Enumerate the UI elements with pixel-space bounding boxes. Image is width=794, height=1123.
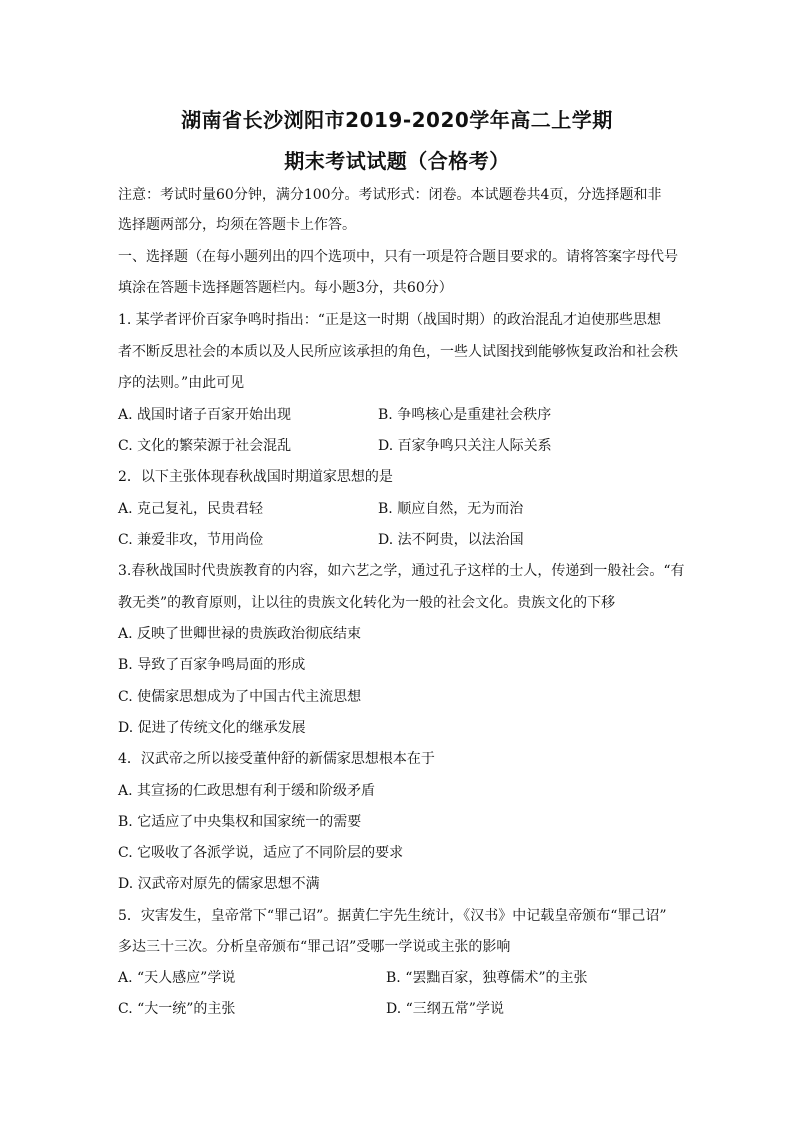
q5-option-d: D. “三纲五常”学说 (386, 1001, 504, 1017)
q2-option-a: A. 克己复礼，民贵君轻 (118, 501, 264, 517)
section-instruction-line-1: 一、选择题（在每小题列出的四个选项中，只有一项是符合题目要求的。请将答案字母代号 (118, 249, 678, 265)
q1-option-b: B. 争鸣核心是重建社会秩序 (378, 407, 552, 423)
section-instruction-line-2: 填涂在答题卡选择题答题栏内。每小题3分，共60分） (118, 280, 453, 296)
q1-stem-line-1: 1. 某学者评价百家争鸣时指出：“正是这一时期（战国时期）的政治混乱才迫使那些思想 (118, 312, 661, 328)
q5-option-b: B. “罢黜百家，独尊儒术”的主张 (386, 970, 588, 986)
q5-option-c: C. “大一统”的主张 (118, 1001, 236, 1017)
q5-stem-line-2: 多达三十三次。分析皇帝颁布“罪己诏”受哪一学说或主张的影响 (118, 939, 511, 955)
q1-stem-line-3: 序的法则。”由此可见 (118, 375, 245, 391)
q3-stem-line-2: 教无类”的教育原则，让以往的贵族文化转化为一般的社会文化。贵族文化的下移 (118, 595, 616, 611)
q3-option-b: B. 导致了百家争鸣局面的形成 (118, 657, 306, 673)
q3-option-c: C. 使儒家思想成为了中国古代主流思想 (118, 689, 362, 705)
q1-option-a: A. 战国时诸子百家开始出现 (118, 407, 292, 423)
q3-option-a: A. 反映了世卿世禄的贵族政治彻底结束 (118, 626, 362, 642)
q1-option-c: C. 文化的繁荣源于社会混乱 (118, 438, 292, 454)
q5-option-a: A. “天人感应”学说 (118, 970, 236, 986)
q4-stem: 4．汉武帝之所以接受董仲舒的新儒家思想根本在于 (118, 751, 435, 767)
q4-option-b: B. 它适应了中央集权和国家统一的需要 (118, 814, 362, 830)
exam-title-line1: 湖南省长沙浏阳市2019-2020学年高二上学期 (181, 108, 613, 132)
exam-title-line2: 期末考试试题（合格考） (284, 149, 510, 173)
q2-stem: 2．以下主张体现春秋战国时期道家思想的是 (118, 469, 393, 485)
q4-option-d: D. 汉武帝对原先的儒家思想不满 (118, 876, 320, 892)
q1-stem-line-2: 者不断反思社会的本质以及人民所应该承担的角色，一些人试图找到能够恢复政治和社会秩 (118, 344, 678, 360)
q2-option-c: C. 兼爱非攻，节用尚俭 (118, 532, 264, 548)
q1-option-d: D. 百家争鸣只关注人际关系 (378, 438, 552, 454)
q3-stem-line-1: 3.春秋战国时代贵族教育的内容，如六艺之学，通过孔子这样的士人，传递到一般社会。“有 (118, 563, 685, 579)
q4-option-c: C. 它吸收了各派学说，适应了不同阶层的要求 (118, 845, 404, 861)
notice-line-2: 选择题两部分，均须在答题卡上作答。 (118, 217, 356, 233)
notice-line-1: 注意：考试时量60分钟，满分100分。考试形式：闭卷。本试题卷共4页，分选择题和非 (118, 187, 662, 203)
q2-option-b: B. 顺应自然，无为而治 (378, 501, 524, 517)
q2-option-d: D. 法不阿贵，以法治国 (378, 532, 524, 548)
q5-stem-line-1: 5．灾害发生，皇帝常下“罪己诏”。据黄仁宇先生统计，《汉书》中记载皇帝颁布“罪己诏” (118, 908, 667, 924)
q3-option-d: D. 促进了传统文化的继承发展 (118, 720, 306, 736)
q4-option-a: A. 其宣扬的仁政思想有利于缓和阶级矛盾 (118, 783, 376, 799)
